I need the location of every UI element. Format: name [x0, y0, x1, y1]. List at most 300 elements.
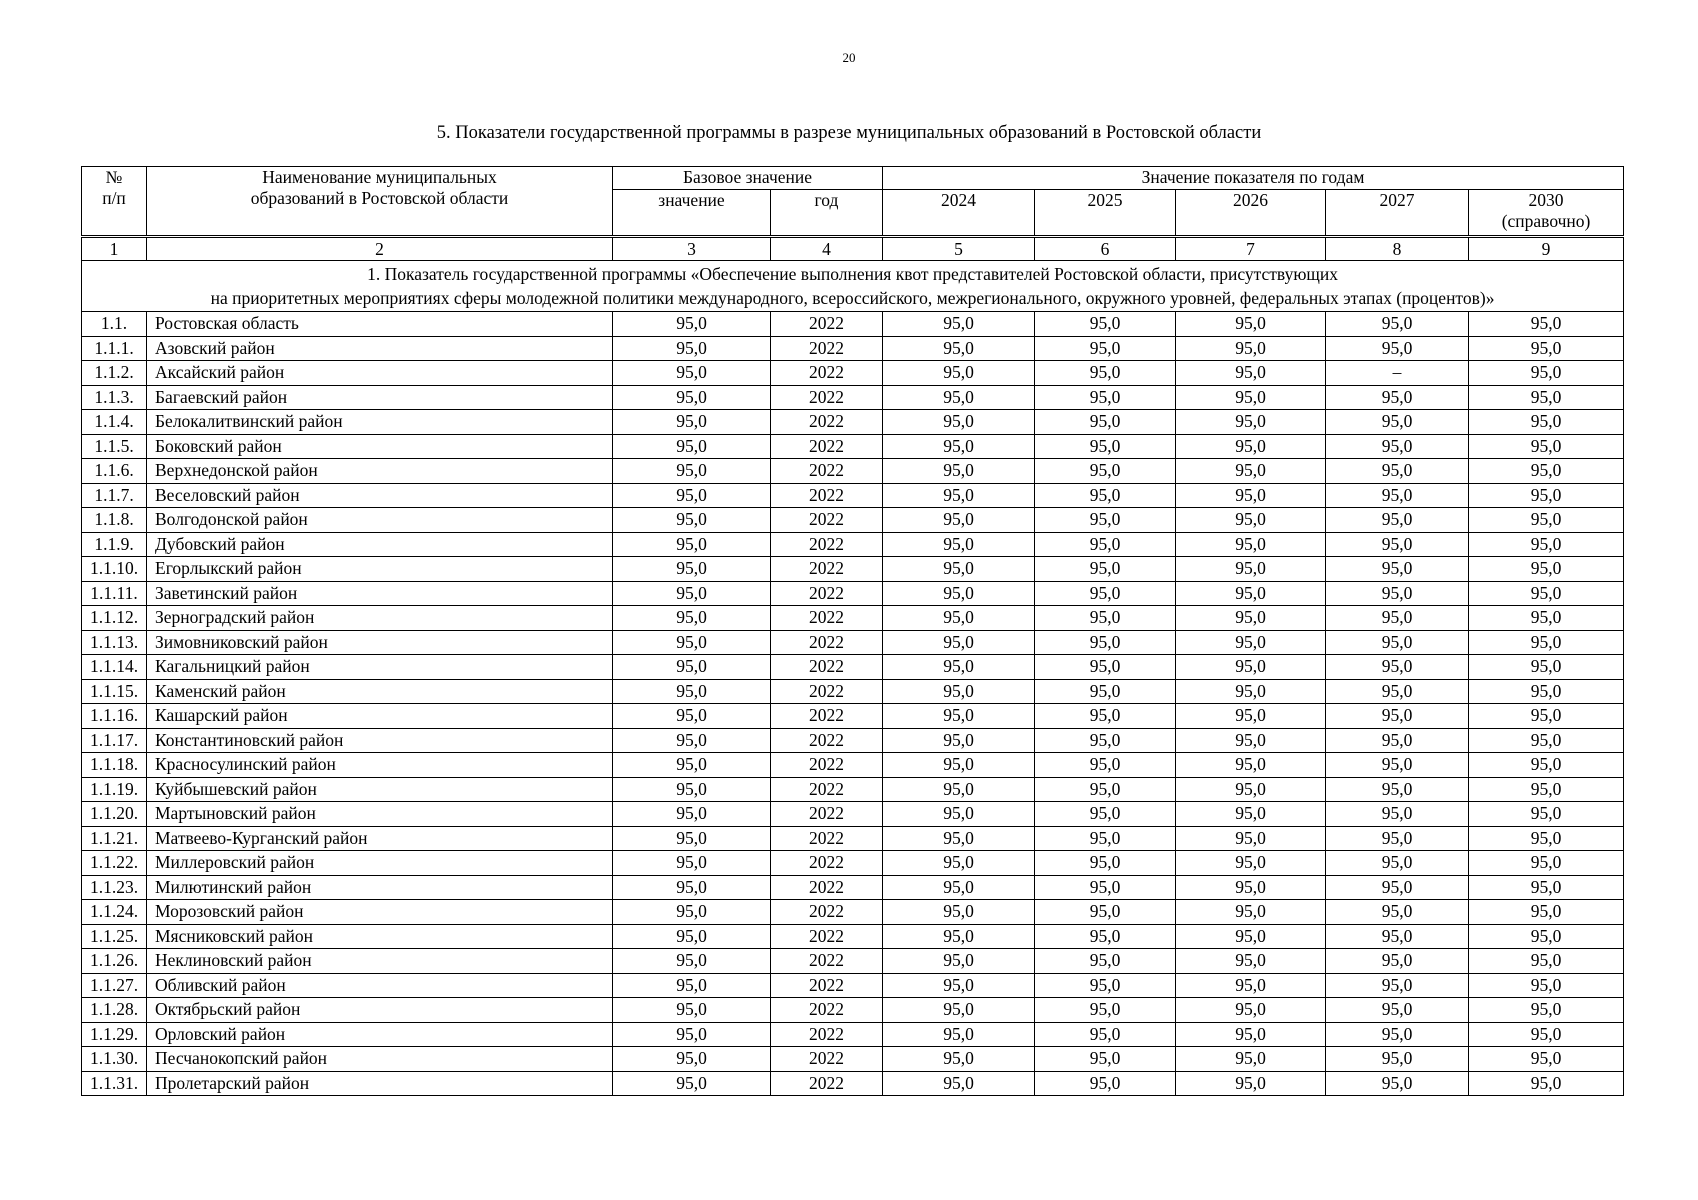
- base-value: 95,0: [613, 679, 771, 704]
- row-number: 1.1.14.: [82, 655, 147, 680]
- value-2030: 95,0: [1469, 655, 1624, 680]
- value-2026: 95,0: [1176, 728, 1326, 753]
- value-2024: 95,0: [883, 385, 1035, 410]
- municipality-name: Песчанокопский район: [147, 1047, 613, 1072]
- column-number: 2: [147, 237, 613, 261]
- value-2025: 95,0: [1035, 483, 1176, 508]
- table-row: [82, 361, 1624, 386]
- municipality-name: Азовский район: [147, 336, 613, 361]
- table-row: [82, 1071, 1624, 1096]
- municipality-name: Егорлыкский район: [147, 557, 613, 582]
- header-2030: 2030 (справочно): [1469, 190, 1624, 237]
- value-2026: 95,0: [1176, 655, 1326, 680]
- base-value: 95,0: [613, 483, 771, 508]
- base-year: 2022: [771, 949, 883, 974]
- table-row: [82, 924, 1624, 949]
- base-year: 2022: [771, 410, 883, 435]
- base-value: 95,0: [613, 704, 771, 729]
- value-2025: 95,0: [1035, 679, 1176, 704]
- header-year: год: [771, 190, 883, 237]
- column-number: 9: [1469, 237, 1624, 261]
- base-year: 2022: [771, 777, 883, 802]
- value-2027: 95,0: [1326, 949, 1469, 974]
- value-2027: 95,0: [1326, 508, 1469, 533]
- value-2024: 95,0: [883, 851, 1035, 876]
- value-2026: 95,0: [1176, 434, 1326, 459]
- base-value: 95,0: [613, 777, 771, 802]
- row-number: 1.1.10.: [82, 557, 147, 582]
- value-2024: 95,0: [883, 336, 1035, 361]
- value-2024: 95,0: [883, 557, 1035, 582]
- value-2030: 95,0: [1469, 630, 1624, 655]
- value-2027: 95,0: [1326, 802, 1469, 827]
- base-year: 2022: [771, 361, 883, 386]
- value-2024: 95,0: [883, 679, 1035, 704]
- municipality-name: Красносулинский район: [147, 753, 613, 778]
- value-2030: 95,0: [1469, 753, 1624, 778]
- value-2025: 95,0: [1035, 655, 1176, 680]
- table-row: [82, 753, 1624, 778]
- value-2030: 95,0: [1469, 459, 1624, 484]
- row-number: 1.1.3.: [82, 385, 147, 410]
- municipality-name: Аксайский район: [147, 361, 613, 386]
- value-2030: 95,0: [1469, 1071, 1624, 1096]
- value-2026: 95,0: [1176, 336, 1326, 361]
- value-2025: 95,0: [1035, 630, 1176, 655]
- value-2024: 95,0: [883, 606, 1035, 631]
- value-2026: 95,0: [1176, 802, 1326, 827]
- table-row: [82, 630, 1624, 655]
- base-value: 95,0: [613, 826, 771, 851]
- base-year: 2022: [771, 508, 883, 533]
- municipality-name: Дубовский район: [147, 532, 613, 557]
- municipality-name: Заветинский район: [147, 581, 613, 606]
- value-2025: 95,0: [1035, 508, 1176, 533]
- municipality-name: Милютинский район: [147, 875, 613, 900]
- column-number: 3: [613, 237, 771, 261]
- row-number: 1.1.31.: [82, 1071, 147, 1096]
- value-2030: 95,0: [1469, 998, 1624, 1023]
- value-2030: 95,0: [1469, 410, 1624, 435]
- indicators-table: [81, 166, 1624, 1096]
- value-2024: 95,0: [883, 777, 1035, 802]
- value-2024: 95,0: [883, 949, 1035, 974]
- value-2025: 95,0: [1035, 826, 1176, 851]
- row-number: 1.1.5.: [82, 434, 147, 459]
- table-row: [82, 1022, 1624, 1047]
- value-2027: 95,0: [1326, 581, 1469, 606]
- value-2025: 95,0: [1035, 434, 1176, 459]
- value-2027: 95,0: [1326, 851, 1469, 876]
- value-2024: 95,0: [883, 704, 1035, 729]
- table-row: [82, 949, 1624, 974]
- value-2027: 95,0: [1326, 1022, 1469, 1047]
- value-2025: 95,0: [1035, 753, 1176, 778]
- value-2026: 95,0: [1176, 875, 1326, 900]
- base-year: 2022: [771, 312, 883, 337]
- base-year: 2022: [771, 826, 883, 851]
- value-2024: 95,0: [883, 1022, 1035, 1047]
- base-value: 95,0: [613, 434, 771, 459]
- value-2030: 95,0: [1469, 361, 1624, 386]
- value-2024: 95,0: [883, 655, 1035, 680]
- municipality-name: Октябрьский район: [147, 998, 613, 1023]
- value-2026: 95,0: [1176, 361, 1326, 386]
- value-2030: 95,0: [1469, 728, 1624, 753]
- table-row: [82, 1047, 1624, 1072]
- base-value: 95,0: [613, 900, 771, 925]
- row-number: 1.1.12.: [82, 606, 147, 631]
- value-2025: 95,0: [1035, 606, 1176, 631]
- municipality-name: Кашарский район: [147, 704, 613, 729]
- value-2030: 95,0: [1469, 679, 1624, 704]
- value-2030: 95,0: [1469, 434, 1624, 459]
- header-base-value: Базовое значение: [613, 167, 883, 190]
- header-num: № п/п: [82, 167, 147, 237]
- municipality-name: Зимовниковский район: [147, 630, 613, 655]
- base-year: 2022: [771, 704, 883, 729]
- base-year: 2022: [771, 557, 883, 582]
- row-number: 1.1.30.: [82, 1047, 147, 1072]
- table-row: [82, 802, 1624, 827]
- value-2025: 95,0: [1035, 777, 1176, 802]
- value-2026: 95,0: [1176, 385, 1326, 410]
- value-2024: 95,0: [883, 900, 1035, 925]
- value-2027: 95,0: [1326, 459, 1469, 484]
- value-2027: 95,0: [1326, 1047, 1469, 1072]
- value-2030: 95,0: [1469, 336, 1624, 361]
- municipality-name: Мясниковский район: [147, 924, 613, 949]
- value-2027: 95,0: [1326, 606, 1469, 631]
- row-number: 1.1.7.: [82, 483, 147, 508]
- column-number: 7: [1176, 237, 1326, 261]
- municipality-name: Каменский район: [147, 679, 613, 704]
- base-year: 2022: [771, 679, 883, 704]
- value-2024: 95,0: [883, 483, 1035, 508]
- value-2026: 95,0: [1176, 630, 1326, 655]
- value-2025: 95,0: [1035, 361, 1176, 386]
- value-2026: 95,0: [1176, 949, 1326, 974]
- value-2030: 95,0: [1469, 924, 1624, 949]
- value-2026: 95,0: [1176, 1047, 1326, 1072]
- table-row: [82, 900, 1624, 925]
- value-2026: 95,0: [1176, 557, 1326, 582]
- value-2025: 95,0: [1035, 581, 1176, 606]
- value-2027: 95,0: [1326, 312, 1469, 337]
- value-2024: 95,0: [883, 753, 1035, 778]
- value-2030: 95,0: [1469, 483, 1624, 508]
- value-2025: 95,0: [1035, 410, 1176, 435]
- header-name: Наименование муниципальных образований в Ростовской области: [147, 167, 613, 237]
- base-year: 2022: [771, 655, 883, 680]
- value-2026: 95,0: [1176, 532, 1326, 557]
- municipality-name: Неклиновский район: [147, 949, 613, 974]
- value-2025: 95,0: [1035, 924, 1176, 949]
- value-2026: 95,0: [1176, 508, 1326, 533]
- municipality-name: Куйбышевский район: [147, 777, 613, 802]
- base-value: 95,0: [613, 875, 771, 900]
- value-2025: 95,0: [1035, 1047, 1176, 1072]
- value-2030: 95,0: [1469, 900, 1624, 925]
- base-value: 95,0: [613, 336, 771, 361]
- value-2030: 95,0: [1469, 973, 1624, 998]
- value-2027: 95,0: [1326, 973, 1469, 998]
- value-2025: 95,0: [1035, 875, 1176, 900]
- value-2030: 95,0: [1469, 312, 1624, 337]
- row-number: 1.1.: [82, 312, 147, 337]
- municipality-name: Константиновский район: [147, 728, 613, 753]
- table-row: [82, 777, 1624, 802]
- value-2027: 95,0: [1326, 557, 1469, 582]
- value-2030: 95,0: [1469, 532, 1624, 557]
- row-number: 1.1.21.: [82, 826, 147, 851]
- table-header: [82, 167, 1624, 237]
- table-row: [82, 532, 1624, 557]
- base-year: 2022: [771, 1047, 883, 1072]
- municipality-name: Зерноградский район: [147, 606, 613, 631]
- column-number: 8: [1326, 237, 1469, 261]
- value-2024: 95,0: [883, 459, 1035, 484]
- base-value: 95,0: [613, 655, 771, 680]
- value-2025: 95,0: [1035, 900, 1176, 925]
- base-year: 2022: [771, 385, 883, 410]
- municipality-name: Волгодонской район: [147, 508, 613, 533]
- value-2024: 95,0: [883, 532, 1035, 557]
- base-year: 2022: [771, 1022, 883, 1047]
- header-value: значение: [613, 190, 771, 237]
- municipality-name: Кагальницкий район: [147, 655, 613, 680]
- municipality-name: Багаевский район: [147, 385, 613, 410]
- base-year: 2022: [771, 532, 883, 557]
- base-value: 95,0: [613, 924, 771, 949]
- column-number: 6: [1035, 237, 1176, 261]
- municipality-name: Верхнедонской район: [147, 459, 613, 484]
- value-2025: 95,0: [1035, 1071, 1176, 1096]
- value-2024: 95,0: [883, 508, 1035, 533]
- value-2027: 95,0: [1326, 753, 1469, 778]
- municipality-name: Морозовский район: [147, 900, 613, 925]
- base-value: 95,0: [613, 728, 771, 753]
- base-value: 95,0: [613, 581, 771, 606]
- value-2030: 95,0: [1469, 1047, 1624, 1072]
- value-2024: 95,0: [883, 802, 1035, 827]
- value-2030: 95,0: [1469, 557, 1624, 582]
- table-row: [82, 875, 1624, 900]
- value-2026: 95,0: [1176, 777, 1326, 802]
- value-2030: 95,0: [1469, 508, 1624, 533]
- value-2024: 95,0: [883, 728, 1035, 753]
- section-row: [82, 261, 1624, 312]
- table-row: [82, 998, 1624, 1023]
- base-year: 2022: [771, 753, 883, 778]
- value-2025: 95,0: [1035, 336, 1176, 361]
- row-number: 1.1.6.: [82, 459, 147, 484]
- table-body: [82, 237, 1624, 1096]
- base-value: 95,0: [613, 1022, 771, 1047]
- column-number: 4: [771, 237, 883, 261]
- municipality-name: Веселовский район: [147, 483, 613, 508]
- value-2025: 95,0: [1035, 728, 1176, 753]
- base-year: 2022: [771, 875, 883, 900]
- value-2025: 95,0: [1035, 459, 1176, 484]
- base-value: 95,0: [613, 949, 771, 974]
- column-number: 1: [82, 237, 147, 261]
- value-2030: 95,0: [1469, 875, 1624, 900]
- value-2026: 95,0: [1176, 483, 1326, 508]
- base-year: 2022: [771, 998, 883, 1023]
- base-value: 95,0: [613, 851, 771, 876]
- base-value: 95,0: [613, 557, 771, 582]
- value-2026: 95,0: [1176, 606, 1326, 631]
- row-number: 1.1.20.: [82, 802, 147, 827]
- document-title: 5. Показатели государственной программы в разрезе муниципальных образований в Ростовской области: [436, 123, 1262, 143]
- base-value: 95,0: [613, 385, 771, 410]
- base-year: 2022: [771, 851, 883, 876]
- table-row: [82, 508, 1624, 533]
- value-2027: 95,0: [1326, 434, 1469, 459]
- header-2027: 2027: [1326, 190, 1469, 237]
- table-row: [82, 973, 1624, 998]
- header-2026: 2026: [1176, 190, 1326, 237]
- municipality-name: Белокалитвинский район: [147, 410, 613, 435]
- base-value: 95,0: [613, 630, 771, 655]
- base-value: 95,0: [613, 1047, 771, 1072]
- value-2027: 95,0: [1326, 679, 1469, 704]
- value-2024: 95,0: [883, 973, 1035, 998]
- row-number: 1.1.16.: [82, 704, 147, 729]
- value-2027: 95,0: [1326, 385, 1469, 410]
- table-row: [82, 483, 1624, 508]
- value-2024: 95,0: [883, 312, 1035, 337]
- section-title: 1. Показатель государственной программы «Обеспечение выполнения квот представителей Ростовской области, присутствующих на приоритетных мероприятиях сферы молодежной политики международного, всероссийского, межрегионального, окружного уровней, федеральных этапах (процентов)»: [82, 261, 1624, 312]
- base-year: 2022: [771, 483, 883, 508]
- table-row: [82, 434, 1624, 459]
- value-2024: 95,0: [883, 630, 1035, 655]
- row-number: 1.1.17.: [82, 728, 147, 753]
- value-2026: 95,0: [1176, 924, 1326, 949]
- row-number: 1.1.9.: [82, 532, 147, 557]
- value-2026: 95,0: [1176, 581, 1326, 606]
- row-number: 1.1.26.: [82, 949, 147, 974]
- value-2030: 95,0: [1469, 802, 1624, 827]
- row-number: 1.1.11.: [82, 581, 147, 606]
- row-number: 1.1.13.: [82, 630, 147, 655]
- value-2024: 95,0: [883, 875, 1035, 900]
- value-2027: 95,0: [1326, 410, 1469, 435]
- table-row: [82, 385, 1624, 410]
- value-2026: 95,0: [1176, 704, 1326, 729]
- value-2027: 95,0: [1326, 630, 1469, 655]
- value-2026: 95,0: [1176, 1071, 1326, 1096]
- value-2030: 95,0: [1469, 606, 1624, 631]
- value-2024: 95,0: [883, 924, 1035, 949]
- base-year: 2022: [771, 434, 883, 459]
- value-2026: 95,0: [1176, 900, 1326, 925]
- value-2025: 95,0: [1035, 385, 1176, 410]
- value-2027: 95,0: [1326, 900, 1469, 925]
- value-2027: 95,0: [1326, 924, 1469, 949]
- value-2026: 95,0: [1176, 998, 1326, 1023]
- header-2025: 2025: [1035, 190, 1176, 237]
- table-row: [82, 336, 1624, 361]
- row-number: 1.1.23.: [82, 875, 147, 900]
- base-year: 2022: [771, 1071, 883, 1096]
- base-year: 2022: [771, 581, 883, 606]
- base-value: 95,0: [613, 361, 771, 386]
- base-value: 95,0: [613, 532, 771, 557]
- value-2025: 95,0: [1035, 312, 1176, 337]
- value-2026: 95,0: [1176, 826, 1326, 851]
- value-2027: 95,0: [1326, 704, 1469, 729]
- table-row: [82, 581, 1624, 606]
- municipality-name: Ростовская область: [147, 312, 613, 337]
- value-2026: 95,0: [1176, 851, 1326, 876]
- base-value: 95,0: [613, 802, 771, 827]
- value-2025: 95,0: [1035, 851, 1176, 876]
- base-value: 95,0: [613, 410, 771, 435]
- base-value: 95,0: [613, 973, 771, 998]
- row-number: 1.1.29.: [82, 1022, 147, 1047]
- base-value: 95,0: [613, 606, 771, 631]
- value-2027: 95,0: [1326, 532, 1469, 557]
- value-2024: 95,0: [883, 434, 1035, 459]
- value-2024: 95,0: [883, 581, 1035, 606]
- value-2024: 95,0: [883, 1071, 1035, 1096]
- base-value: 95,0: [613, 753, 771, 778]
- value-2025: 95,0: [1035, 1022, 1176, 1047]
- value-2030: 95,0: [1469, 851, 1624, 876]
- value-2026: 95,0: [1176, 459, 1326, 484]
- header-row-1: [82, 167, 1624, 190]
- value-2030: 95,0: [1469, 385, 1624, 410]
- value-2030: 95,0: [1469, 581, 1624, 606]
- value-2024: 95,0: [883, 998, 1035, 1023]
- value-2026: 95,0: [1176, 753, 1326, 778]
- base-year: 2022: [771, 630, 883, 655]
- value-2024: 95,0: [883, 361, 1035, 386]
- base-value: 95,0: [613, 1071, 771, 1096]
- table-row: [82, 655, 1624, 680]
- value-2025: 95,0: [1035, 973, 1176, 998]
- table-row: [82, 826, 1624, 851]
- base-year: 2022: [771, 728, 883, 753]
- base-value: 95,0: [613, 998, 771, 1023]
- column-number: 5: [883, 237, 1035, 261]
- value-2027: 95,0: [1326, 655, 1469, 680]
- row-number: 1.1.28.: [82, 998, 147, 1023]
- row-number: 1.1.27.: [82, 973, 147, 998]
- municipality-name: Миллеровский район: [147, 851, 613, 876]
- value-2027: 95,0: [1326, 777, 1469, 802]
- value-2025: 95,0: [1035, 802, 1176, 827]
- value-2026: 95,0: [1176, 973, 1326, 998]
- value-2027: 95,0: [1326, 728, 1469, 753]
- value-2025: 95,0: [1035, 704, 1176, 729]
- indicators-table-container: [81, 166, 1623, 1096]
- value-2027: 95,0: [1326, 875, 1469, 900]
- value-2026: 95,0: [1176, 312, 1326, 337]
- value-2027: 95,0: [1326, 826, 1469, 851]
- value-2025: 95,0: [1035, 998, 1176, 1023]
- value-2027: 95,0: [1326, 1071, 1469, 1096]
- base-year: 2022: [771, 802, 883, 827]
- page-number: 20: [842, 50, 856, 65]
- column-numbers-row: [82, 237, 1624, 261]
- table-row: [82, 459, 1624, 484]
- value-2027: –: [1326, 361, 1469, 386]
- value-2027: 95,0: [1326, 998, 1469, 1023]
- municipality-name: Пролетарский район: [147, 1071, 613, 1096]
